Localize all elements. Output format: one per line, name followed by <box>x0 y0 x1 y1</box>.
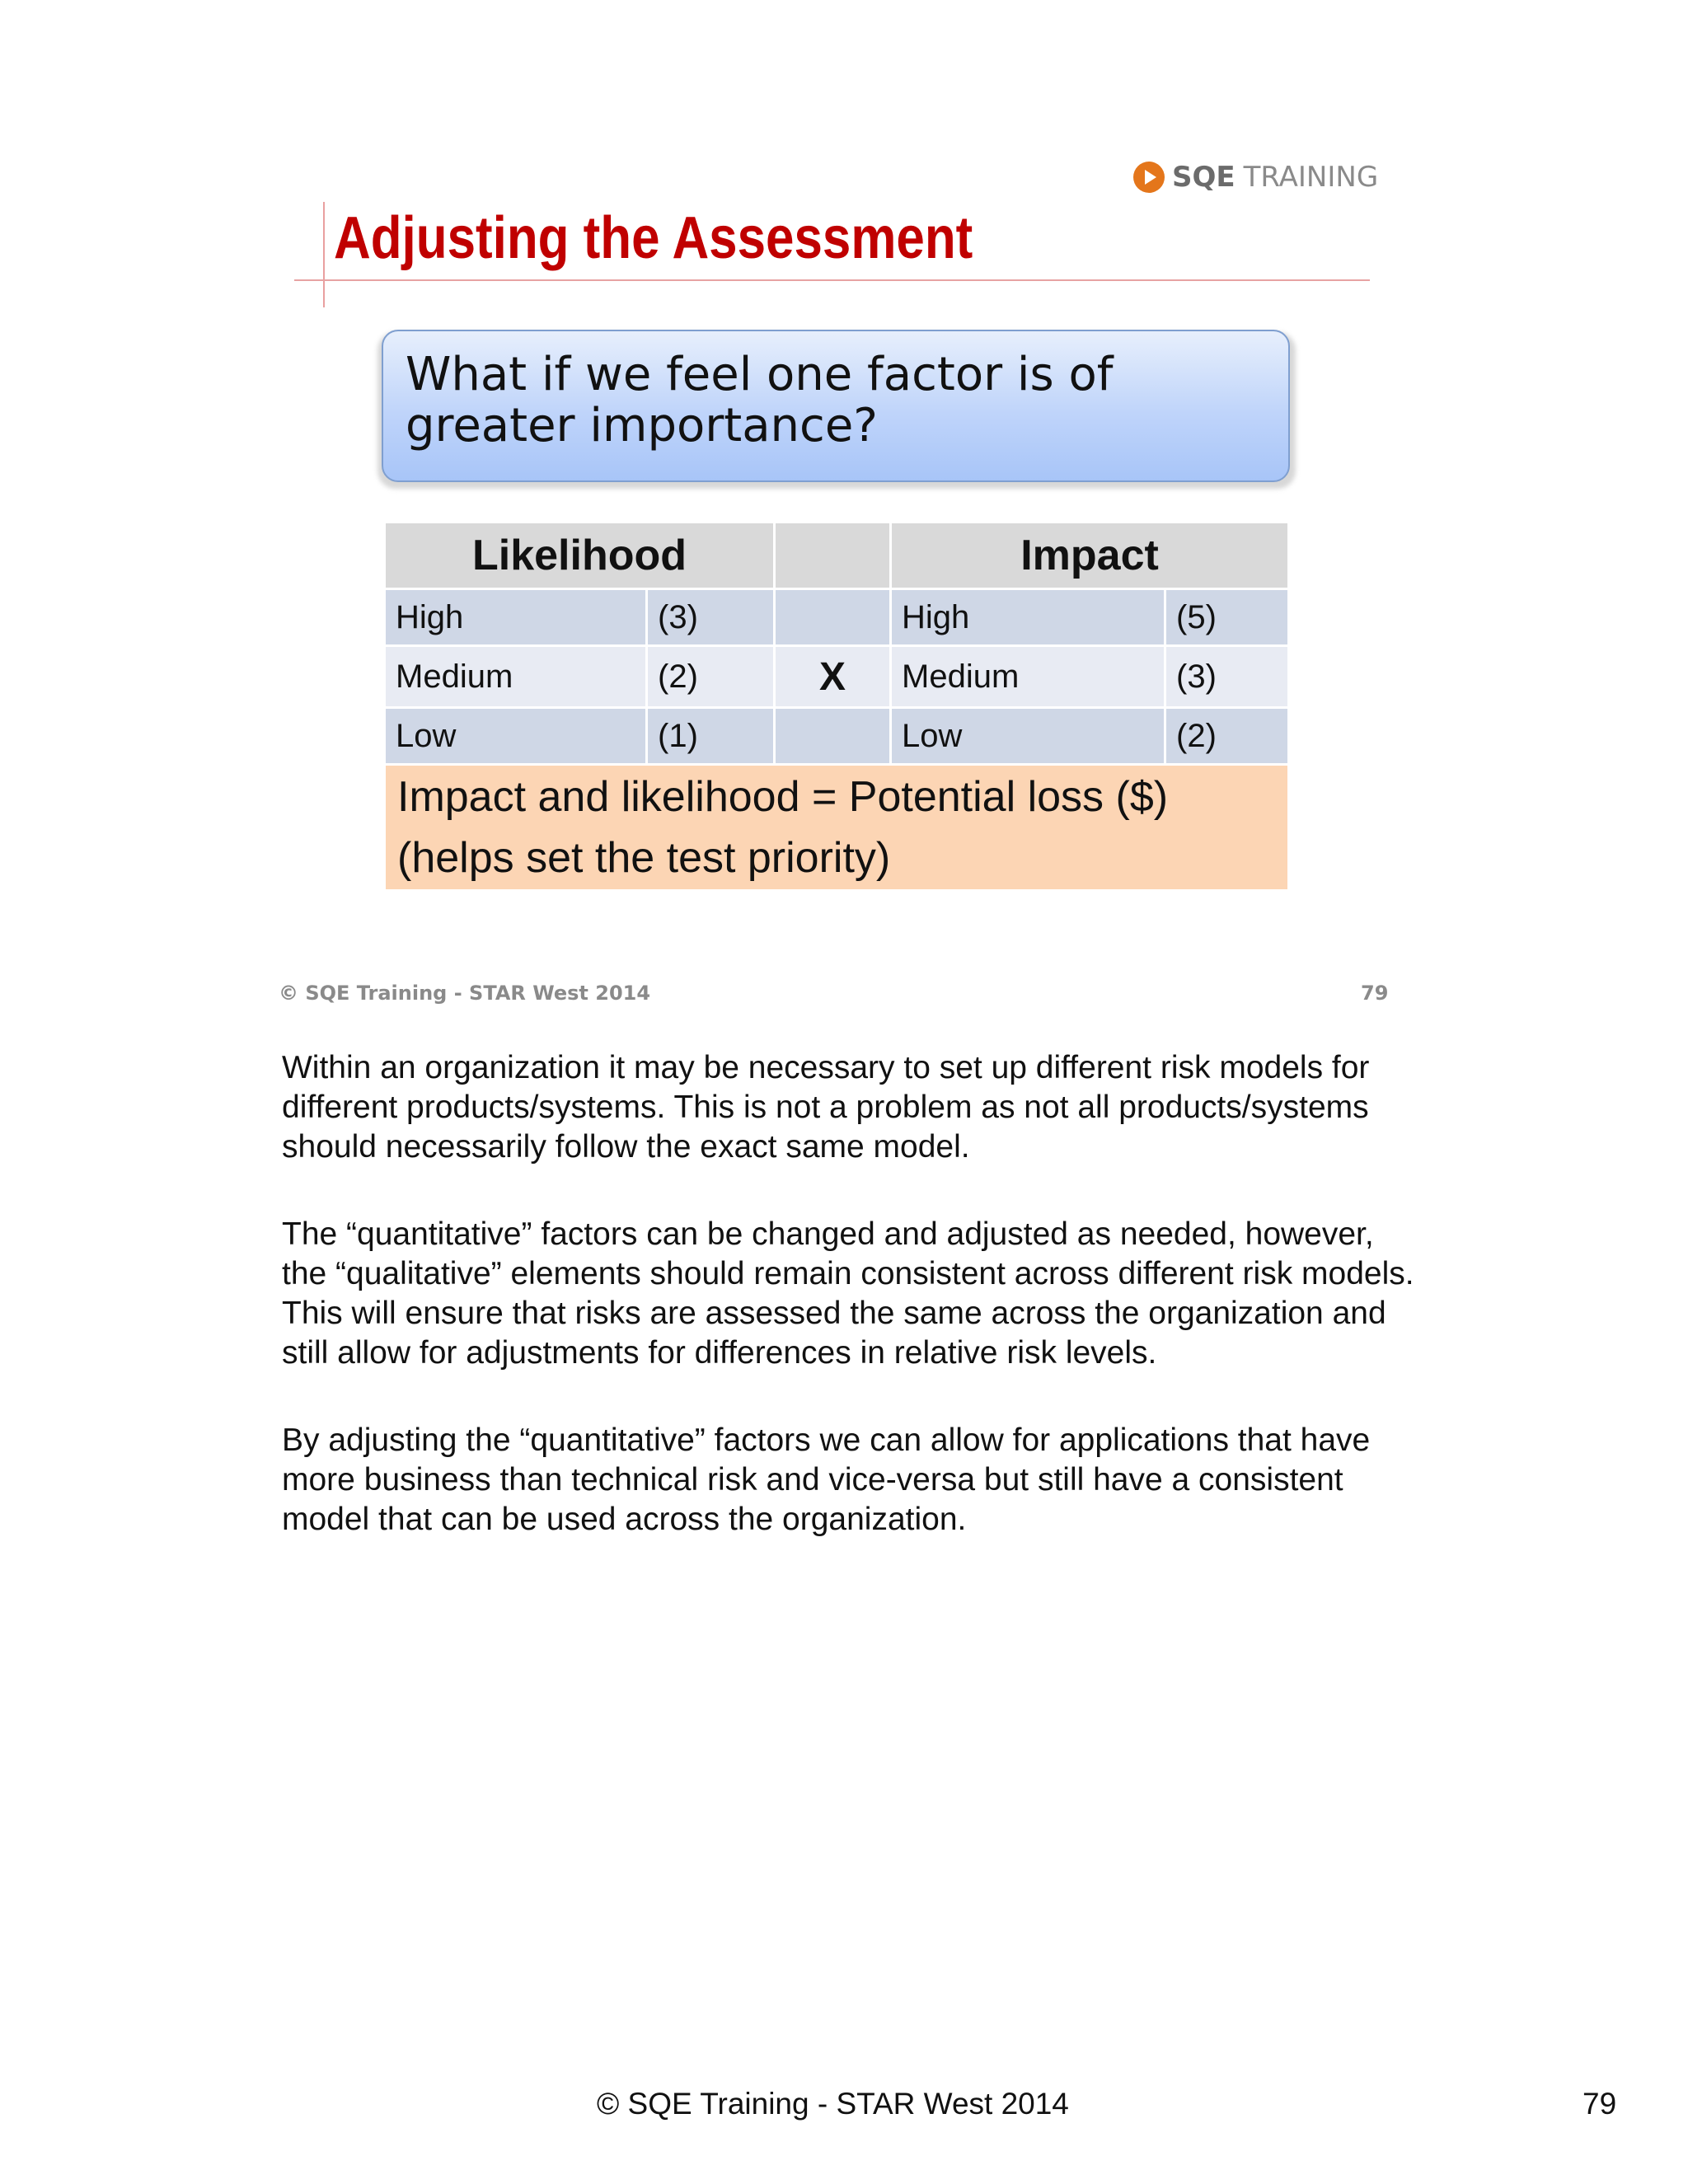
title-horizontal-rule <box>294 279 1370 281</box>
impact-value: (3) <box>1165 646 1289 708</box>
page-footer-copyright: © SQE Training - STAR West 2014 <box>597 2087 1069 2121</box>
summary-line-2: (helps set the test priority) <box>397 834 891 882</box>
impact-value: (5) <box>1165 589 1289 646</box>
notes-paragraph: The “quantitative” factors can be changed and adjusted as needed, however, the “qualitative” elements should remain consistent across different risk models. This will ensure that risks are assessed the same across the organization and still allow for adjustments for differences in relative risk levels. <box>282 1216 1414 1371</box>
slide-footer-page-number: 79 <box>1361 982 1389 1005</box>
impact-value: (2) <box>1165 708 1289 765</box>
impact-label: Low <box>891 708 1165 765</box>
table-summary-row <box>385 765 1289 891</box>
multiply-operator: X <box>775 646 891 708</box>
operator-cell <box>775 589 891 646</box>
table-row <box>385 646 1289 708</box>
play-circle-icon <box>1132 161 1165 194</box>
summary-cell <box>385 765 1289 891</box>
impact-label: Medium <box>891 646 1165 708</box>
impact-label: High <box>891 589 1165 646</box>
slide-footer-copyright: © SQE Training - STAR West 2014 <box>279 982 651 1005</box>
table-header-row <box>385 523 1289 589</box>
summary-line-1: Impact and likelihood = Potential loss ($) <box>397 773 1169 821</box>
likelihood-header: Likelihood <box>385 523 775 589</box>
slide-title: Adjusting the Assessment <box>334 205 973 271</box>
notes-paragraph: Within an organization it may be necessary to set up different risk models for different products/systems. This is not a problem as not all products/systems should necessarily follow the exact same model. <box>282 1050 1370 1165</box>
page-footer-page-number: 79 <box>1582 2087 1617 2121</box>
question-callout <box>382 330 1290 482</box>
risk-table <box>383 521 1290 892</box>
callout-text: What if we feel one factor is of greater importance? <box>406 348 1114 452</box>
likelihood-label: Medium <box>385 646 647 708</box>
table-row <box>385 589 1289 646</box>
likelihood-label: High <box>385 589 647 646</box>
title-vertical-rule <box>323 202 325 307</box>
notes-body <box>282 1048 1419 1587</box>
operator-header-cell <box>775 523 891 589</box>
logo-brand-text: SQE <box>1172 161 1236 194</box>
operator-cell <box>775 708 891 765</box>
likelihood-label: Low <box>385 708 647 765</box>
likelihood-value: (3) <box>647 589 775 646</box>
logo-sub-text: TRAINING <box>1243 161 1379 194</box>
sqe-training-logo <box>1132 159 1378 195</box>
notes-paragraph: By adjusting the “quantitative” factors we can allow for applications that have more business than technical risk and vice-versa but still have a consistent model that can be used across the organization. <box>282 1422 1371 1537</box>
impact-header: Impact <box>891 523 1289 589</box>
table-row <box>385 708 1289 765</box>
likelihood-value: (2) <box>647 646 775 708</box>
likelihood-value: (1) <box>647 708 775 765</box>
